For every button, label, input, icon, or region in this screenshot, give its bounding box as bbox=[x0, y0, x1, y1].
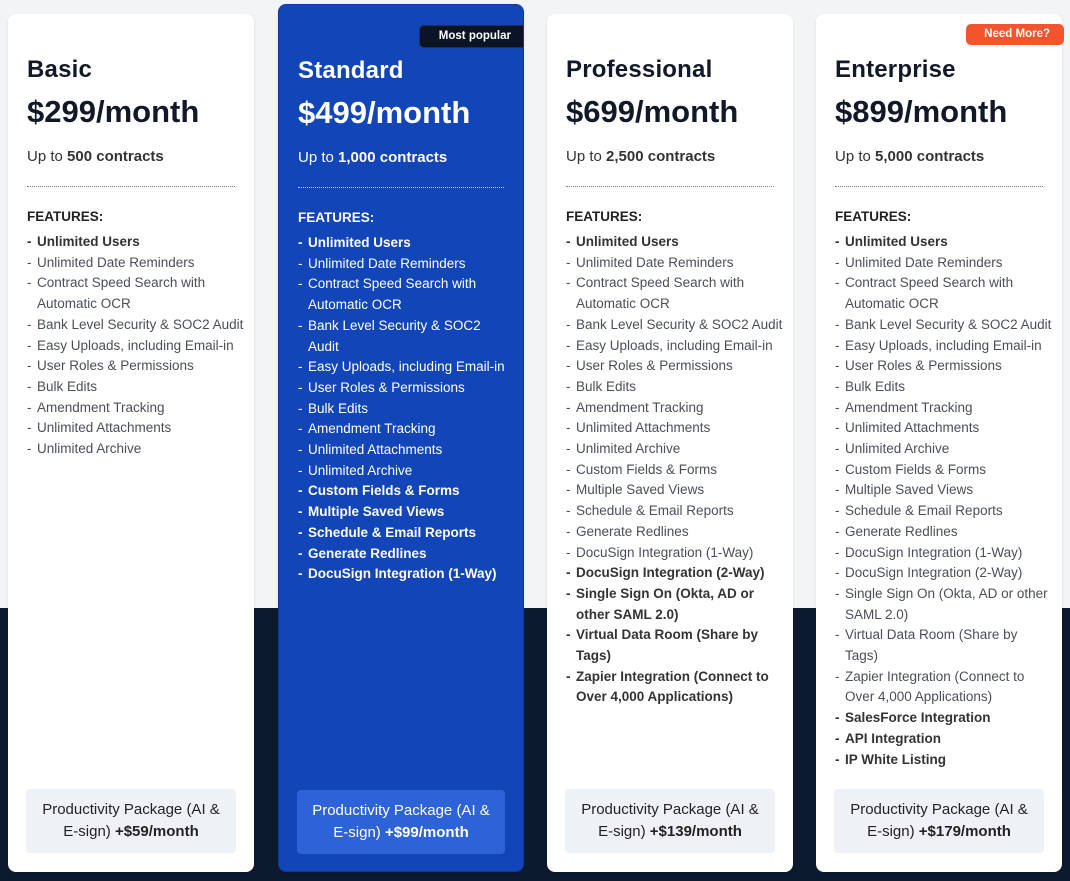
contract-limit-count: 2,500 contracts bbox=[606, 148, 716, 165]
feature-item: - Easy Uploads, including Email-in bbox=[835, 336, 1052, 357]
features-title: FEATURES: bbox=[835, 209, 912, 224]
feature-item: - Unlimited Attachments bbox=[298, 440, 513, 461]
contract-limit bbox=[566, 148, 715, 165]
feature-item: - Unlimited Users bbox=[835, 232, 1052, 253]
feature-list bbox=[298, 233, 513, 585]
feature-item: - Virtual Data Room (Share by Tags) bbox=[566, 625, 783, 666]
feature-list bbox=[835, 232, 1052, 770]
feature-item: - Unlimited Date Reminders bbox=[835, 253, 1052, 274]
package-price: +$179/month bbox=[918, 823, 1011, 840]
feature-item: - Contract Speed Search with Automatic OCR bbox=[298, 274, 513, 315]
productivity-package-button[interactable] bbox=[834, 789, 1044, 853]
plan-price: $899/month bbox=[835, 94, 1008, 129]
feature-item: - Single Sign On (Okta, AD or other SAML 2.0) bbox=[835, 584, 1052, 625]
feature-item: - User Roles & Permissions bbox=[298, 378, 513, 399]
plan-name: Enterprise bbox=[835, 56, 956, 83]
feature-item: - Bulk Edits bbox=[566, 377, 783, 398]
features-title: FEATURES: bbox=[566, 209, 643, 224]
divider bbox=[27, 186, 235, 187]
feature-item: - Generate Redlines bbox=[298, 544, 513, 565]
plan-name: Professional bbox=[566, 56, 713, 83]
productivity-package-button[interactable] bbox=[297, 790, 505, 854]
feature-item: - Unlimited Date Reminders bbox=[298, 254, 513, 275]
contract-limit-count: 1,000 contracts bbox=[338, 149, 448, 166]
feature-item: - Bulk Edits bbox=[27, 377, 244, 398]
contract-limit-count: 500 contracts bbox=[67, 148, 164, 165]
feature-item: - Amendment Tracking bbox=[835, 398, 1052, 419]
package-label: Productivity Package (AI & E-sign) bbox=[312, 802, 490, 841]
divider bbox=[566, 186, 774, 187]
divider bbox=[835, 186, 1043, 187]
feature-item: - Bank Level Security & SOC2 Audit bbox=[835, 315, 1052, 336]
plan-price: $499/month bbox=[298, 95, 471, 130]
package-label: Productivity Package (AI & E-sign) bbox=[42, 801, 220, 840]
feature-item: - Unlimited Attachments bbox=[566, 418, 783, 439]
plan-price: $699/month bbox=[566, 94, 739, 129]
contract-limit bbox=[298, 149, 447, 166]
need-more-badge[interactable]: Need More? bbox=[966, 24, 1064, 45]
feature-item: - Unlimited Users bbox=[566, 232, 783, 253]
feature-item: - Unlimited Archive bbox=[835, 439, 1052, 460]
plan-price: $299/month bbox=[27, 94, 200, 129]
feature-list bbox=[27, 232, 244, 460]
feature-item: - Amendment Tracking bbox=[27, 398, 244, 419]
feature-item: - Custom Fields & Forms bbox=[566, 460, 783, 481]
feature-item: - User Roles & Permissions bbox=[566, 356, 783, 377]
feature-item: - Bank Level Security & SOC2 Audit bbox=[298, 316, 513, 357]
plan-name: Standard bbox=[298, 57, 404, 84]
feature-item: - SalesForce Integration bbox=[835, 708, 1052, 729]
contract-limit bbox=[27, 148, 164, 165]
feature-item: - Schedule & Email Reports bbox=[298, 523, 513, 544]
feature-item: - Generate Redlines bbox=[835, 522, 1052, 543]
feature-item: - User Roles & Permissions bbox=[27, 356, 244, 377]
feature-item: - Unlimited Attachments bbox=[835, 418, 1052, 439]
feature-item: - Bulk Edits bbox=[298, 399, 513, 420]
feature-item: - IP White Listing bbox=[835, 750, 1052, 771]
feature-item: - Unlimited Users bbox=[27, 232, 244, 253]
features-title: FEATURES: bbox=[298, 210, 375, 225]
feature-item: - Bulk Edits bbox=[835, 377, 1052, 398]
plan-name: Basic bbox=[27, 56, 93, 83]
feature-item: - Unlimited Attachments bbox=[27, 418, 244, 439]
package-price: +$139/month bbox=[649, 823, 742, 840]
package-label: Productivity Package (AI & E-sign) bbox=[850, 801, 1028, 840]
feature-item: - Easy Uploads, including Email-in bbox=[566, 336, 783, 357]
feature-item: - Single Sign On (Okta, AD or other SAML 2.0) bbox=[566, 584, 783, 625]
feature-item: - DocuSign Integration (1-Way) bbox=[566, 543, 783, 564]
plan-card-professional bbox=[547, 14, 793, 872]
feature-item: - DocuSign Integration (1-Way) bbox=[835, 543, 1052, 564]
feature-item: - Zapier Integration (Connect to Over 4,000 Applications) bbox=[566, 667, 783, 708]
contract-limit bbox=[835, 148, 984, 165]
feature-item: - Unlimited Archive bbox=[298, 461, 513, 482]
contract-limit-prefix: Up to bbox=[298, 149, 334, 166]
feature-item: - Contract Speed Search with Automatic OCR bbox=[566, 273, 783, 314]
feature-item: - DocuSign Integration (2-Way) bbox=[566, 563, 783, 584]
productivity-package-button[interactable] bbox=[565, 789, 775, 853]
contract-limit-prefix: Up to bbox=[835, 148, 871, 165]
feature-item: - Easy Uploads, including Email-in bbox=[27, 336, 244, 357]
feature-item: - Amendment Tracking bbox=[566, 398, 783, 419]
feature-item: - Zapier Integration (Connect to Over 4,000 Applications) bbox=[835, 667, 1052, 708]
feature-list bbox=[566, 232, 783, 708]
contract-limit-prefix: Up to bbox=[566, 148, 602, 165]
feature-item: - DocuSign Integration (2-Way) bbox=[835, 563, 1052, 584]
feature-item: - Unlimited Date Reminders bbox=[27, 253, 244, 274]
feature-item: - Custom Fields & Forms bbox=[835, 460, 1052, 481]
feature-item: - Contract Speed Search with Automatic OCR bbox=[27, 273, 244, 314]
feature-item: - Virtual Data Room (Share by Tags) bbox=[835, 625, 1052, 666]
feature-item: - Amendment Tracking bbox=[298, 419, 513, 440]
feature-item: - Bank Level Security & SOC2 Audit bbox=[27, 315, 244, 336]
plan-card-standard bbox=[278, 4, 524, 872]
package-label: Productivity Package (AI & E-sign) bbox=[581, 801, 759, 840]
package-price: +$99/month bbox=[384, 824, 469, 841]
feature-item: - Custom Fields & Forms bbox=[298, 481, 513, 502]
feature-item: - Bank Level Security & SOC2 Audit bbox=[566, 315, 783, 336]
package-price: +$59/month bbox=[114, 823, 199, 840]
feature-item: - Multiple Saved Views bbox=[835, 480, 1052, 501]
feature-item: - DocuSign Integration (1-Way) bbox=[298, 564, 513, 585]
feature-item: - Unlimited Users bbox=[298, 233, 513, 254]
features-title: FEATURES: bbox=[27, 209, 104, 224]
feature-item: - Contract Speed Search with Automatic OCR bbox=[835, 273, 1052, 314]
feature-item: - Generate Redlines bbox=[566, 522, 783, 543]
feature-item: - Multiple Saved Views bbox=[566, 480, 783, 501]
divider bbox=[298, 187, 504, 188]
feature-item: - Multiple Saved Views bbox=[298, 502, 513, 523]
feature-item: - Easy Uploads, including Email-in bbox=[298, 357, 513, 378]
feature-item: - Unlimited Archive bbox=[566, 439, 783, 460]
feature-item: - API Integration bbox=[835, 729, 1052, 750]
most-popular-badge: Most popular bbox=[419, 25, 523, 48]
contract-limit-count: 5,000 contracts bbox=[875, 148, 985, 165]
feature-item: - Unlimited Date Reminders bbox=[566, 253, 783, 274]
feature-item: - Schedule & Email Reports bbox=[566, 501, 783, 522]
plan-card-basic bbox=[8, 14, 254, 872]
productivity-package-button[interactable] bbox=[26, 789, 236, 853]
feature-item: - Schedule & Email Reports bbox=[835, 501, 1052, 522]
feature-item: - Unlimited Archive bbox=[27, 439, 244, 460]
feature-item: - User Roles & Permissions bbox=[835, 356, 1052, 377]
contract-limit-prefix: Up to bbox=[27, 148, 63, 165]
plan-card-enterprise bbox=[816, 14, 1062, 872]
